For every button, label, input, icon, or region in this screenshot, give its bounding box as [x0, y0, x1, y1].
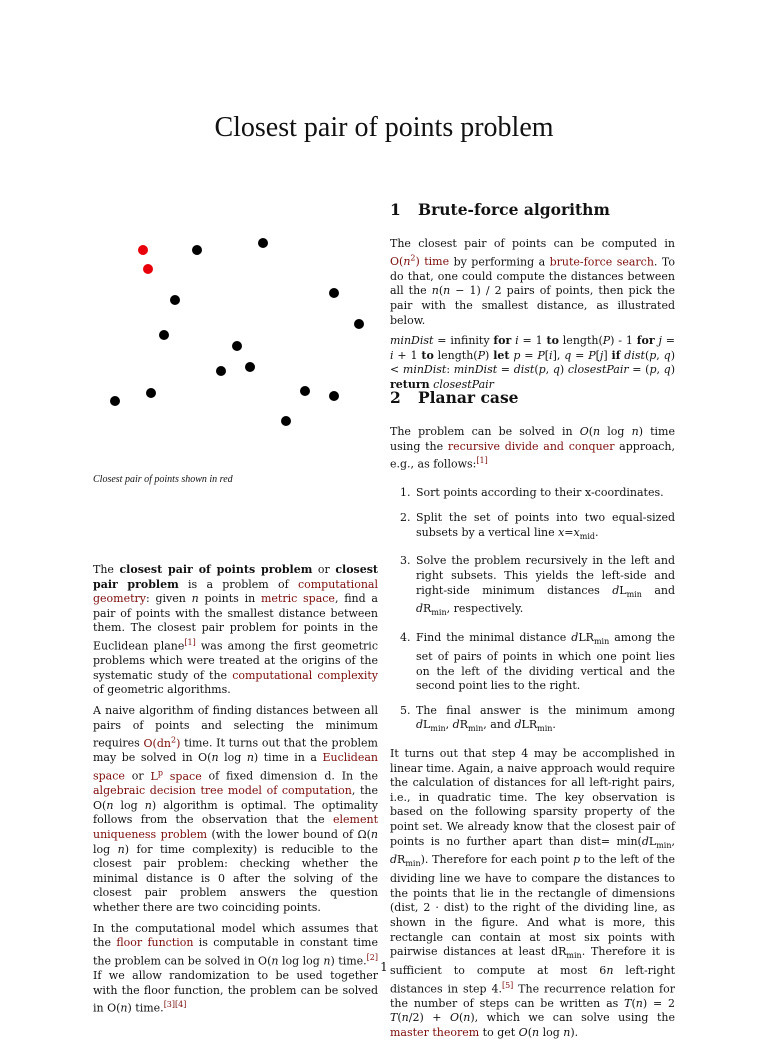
section-brute-force — [390, 200, 675, 393]
link-computational-complexity[interactable]: computational complexity — [232, 668, 379, 682]
step-item: 3. Solve the problem recursively in the left and right subsets. This yields the left-side and right-side minimum distances $dL_{min}$ and $dR_{min}$, respectively. — [400, 554, 675, 618]
link-divide-and-conquer[interactable]: recursive divide and conquer — [447, 439, 615, 453]
closest-pair-point — [138, 245, 148, 255]
point — [146, 388, 156, 398]
link-element-uniqueness[interactable]: element uniqueness problem — [93, 813, 378, 842]
step-item: 1. Sort points according to their x-coordinates. — [400, 486, 664, 500]
link-algebraic-decision-tree[interactable]: algebraic decision tree model of computation — [93, 784, 352, 798]
closest-pair-point — [143, 264, 153, 274]
link-lp-space[interactable]: $L^p$ space — [150, 768, 202, 783]
brute-force-pseudocode: minDist = infinity for i = 1 to length(P) - 1 for j = i + 1 to length(P) let p = P[i], q = P[j] if dist(p, q) < minDist: minDist = dist(p, q) closestPair = (p, q) return closestPair — [390, 334, 676, 391]
link-brute-force-search[interactable]: brute-force search — [549, 255, 654, 269]
point — [329, 288, 339, 298]
intro-column — [93, 563, 378, 1017]
point — [170, 295, 180, 305]
point — [110, 396, 120, 406]
section-heading: 1 Brute-force algorithm — [390, 200, 610, 219]
link-computational-geometry[interactable]: computational geometry — [93, 577, 378, 606]
point — [281, 416, 291, 426]
intro-paragraph-1: The closest pair of points problem or closest pair problem is a problem of computational geometry: given n points in metric space, find a pair of points with the smallest distance between them. The closest pair problem for points in the Euclidean plane[1] was among the first geometric problems which were treated at the origins of the systematic study of the computational complexity of geometric algorithms. — [93, 563, 379, 697]
step-item: 2. Split the set of points into two equal-sized subsets by a vertical line $x=x_{mid}$. — [400, 511, 675, 541]
section-planar-case — [390, 388, 675, 1041]
page-number: 1 — [380, 960, 388, 974]
intro-paragraph-3: In the computational model which assumes that the floor function is computable in constant time the problem can be solved in O(n log log n) time.[2] If we allow randomization to be used together with the floor function, the problem can be solved in O(n) time.[3][4] — [93, 921, 378, 1015]
step-item: 4. Find the minimal distance dLR$_{min}$ among the set of pairs of points in which one point lies on the left of the dividing vertical and the second point lies to the right. — [400, 631, 675, 693]
point — [245, 362, 255, 372]
section-heading: 2 Planar case — [390, 388, 519, 407]
ref-link[interactable]: [1] — [184, 637, 196, 647]
link-floor-function[interactable]: floor function — [116, 936, 194, 950]
algorithm-steps — [390, 486, 675, 737]
link-big-o[interactable]: $O(dn^2)$ — [143, 735, 181, 750]
point — [300, 386, 310, 396]
planar-intro-paragraph: The problem can be solved in O(n log n) time using the recursive divide and conquer approach, e.g., as follows:[1] — [390, 425, 675, 471]
ref-link[interactable]: [2] — [366, 952, 378, 962]
ref-link[interactable]: [1] — [476, 456, 488, 466]
link-quadratic-time[interactable]: $O(n^2)$ time — [390, 253, 450, 269]
point — [216, 366, 226, 376]
point — [354, 319, 364, 329]
ref-link[interactable]: [3][4] — [163, 1000, 187, 1010]
point — [258, 238, 268, 248]
link-master-theorem[interactable]: master theorem — [390, 1026, 480, 1039]
step-item: 5. The final answer is the minimum among $dL_{min}$, $dR_{min}$, and dLR$_{min}$. — [400, 703, 675, 734]
point — [159, 330, 169, 340]
figure-caption: Closest pair of points shown in red — [93, 474, 233, 485]
point — [192, 245, 202, 255]
point — [232, 341, 242, 351]
intro-paragraph-2: A naive algorithm of finding distances between all pairs of points and selecting the minimum requires $O(dn^2)$ time. It turns out that the problem may be solved in O(n log n) time in a Euclidean space or $L^p$ space of fixed dimension d. In the algebraic decision tree model of computation, the O(n log n) algorithm is optimal. The optimality follows from the observation that the element uniqueness problem (with the lower bound of Ω(n log n) for time complexity) is reducible to the closest pair problem: checking whether the minimal distance is 0 after the solving of the closest pair problem answers the question whether there are two coinciding points. — [93, 704, 378, 915]
ref-link[interactable]: [5] — [501, 980, 514, 990]
link-euclidean-space[interactable]: Euclidean space — [93, 751, 378, 783]
planar-analysis-paragraph: It turns out that step 4 may be accomplished in linear time. Again, a naive approach would require the calculation of distances for all left-right pairs, i.e., in quadratic time. The key observation is based on the following sparsity property of the point set. We already know that the closest pair of points is no further apart than dist= $\min(dL_{min}$, $dR_{min}$). Therefore for each point p to the left of the dividing line we have to compare the distances to the points that lie in the rectangle of dimensions (dist, 2 · dist) to the right of the dividing line, as shown in the figure. And what is more, this rectangle can contain at most six points with pairwise distances at least $dR_{min}$. Therefore it is sufficient to compute at most 6n left-right distances in step 4.[5] The recurrence relation for the number of steps can be written as T(n) = 2 T(n/2) + O(n), which we can solve using the master theorem to get O(n log n). — [390, 747, 676, 1039]
point — [329, 391, 339, 401]
brute-force-paragraph: The closest pair of points can be computed in $O(n^2)$ time by performing a brute-force search. To do that, one could compute the distances between all the n(n − 1) / 2 pairs of points, then pick the pair with the smallest distance, as illustrated below. — [390, 237, 675, 327]
page-title: Closest pair of points problem — [214, 112, 554, 143]
link-metric-space[interactable]: metric space — [260, 592, 335, 606]
